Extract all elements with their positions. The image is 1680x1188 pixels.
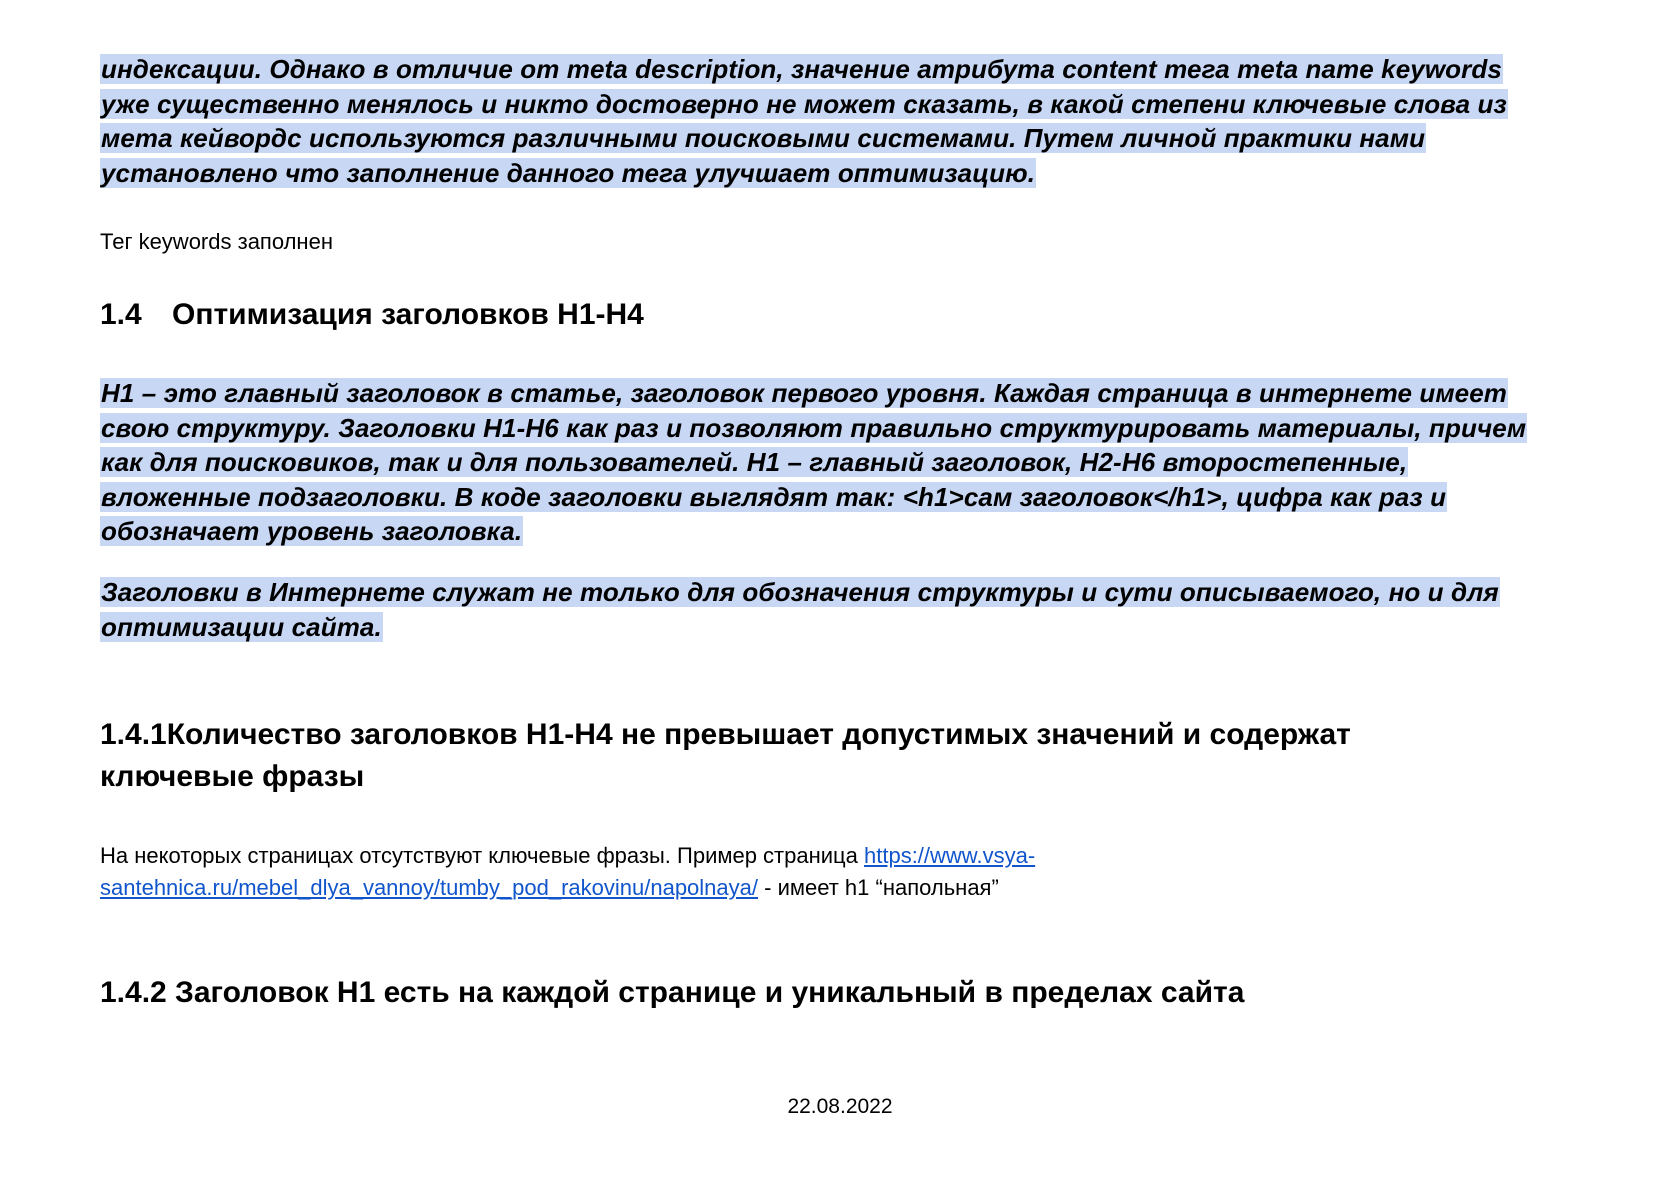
paragraph-line: H1 – это главный заголовок в статье, заголовок первого уровня. Каждая страница в интернете имеет (101, 378, 1507, 408)
example-paragraph (100, 840, 1035, 904)
paragraph-line: уже существенно менялось и никто достоверно не может сказать, в какой степени ключевые слова из (101, 88, 1507, 119)
section-title: Оптимизация заголовков H1-H4 (172, 298, 644, 331)
example-text: На некоторых страницах отсутствуют ключевые фразы. Пример страница (100, 843, 864, 868)
section-heading-1-4-2 (100, 972, 1244, 1014)
paragraph-line: Заголовки в Интернете служат не только для обозначения структуры и сути описываемого, но и для (101, 577, 1499, 607)
paragraph-line: вложенные подзаголовки. В коде заголовки выглядят так: <h1>сам заголовок</h1>, цифра как раз и (101, 481, 1447, 512)
highlighted-paragraph-meta-keywords (100, 52, 1508, 190)
example-url-link-continued[interactable]: santehnica.ru/mebel_dlya_vannoy/tumby_pod_rakovinu/napolnaya/ (100, 875, 759, 900)
paragraph-line: мета кейвордс используются различными поисковыми системами. Путем личной практики нами (101, 123, 1426, 153)
paragraph-line: свою структуру. Заголовки H1-H6 как раз и позволяют правильно структурировать материалы, причем (101, 412, 1527, 443)
paragraph-line: обозначает уровень заголовка. (101, 516, 523, 546)
section-heading-1-4-1 (100, 714, 1351, 798)
paragraph-line: оптимизации сайта. (101, 611, 382, 642)
highlighted-paragraph-h1-definition (100, 376, 1527, 549)
keywords-status-text: Тег keywords заполнен (100, 229, 333, 254)
paragraph-line: как для поисковиков, так и для пользователей. H1 – главный заголовок, H2-H6 второстепенные, (101, 447, 1408, 477)
section-heading-line: 1.4.1Количество заголовков H1-H4 не превышает допустимых значений и содержат (100, 718, 1351, 751)
example-url-link[interactable]: https://www.vsya- (864, 843, 1036, 868)
paragraph-line: индексации. Однако в отличие от meta description, значение атрибута content тега meta name keywords (101, 54, 1502, 84)
section-heading-1-4 (100, 295, 644, 335)
highlighted-paragraph-headings-purpose (100, 575, 1500, 644)
section-heading-line: ключевые фразы (100, 760, 365, 793)
paragraph-line: установлено что заполнение данного тега улучшает оптимизацию. (101, 157, 1036, 188)
example-text-after: - имеет h1 “напольная” (758, 875, 999, 900)
section-number: 1.4 (100, 298, 142, 331)
section-heading-line: 1.4.2 Заголовок H1 есть на каждой странице и уникальный в пределах сайта (100, 976, 1245, 1009)
footer-date: 22.08.2022 (787, 1095, 893, 1118)
